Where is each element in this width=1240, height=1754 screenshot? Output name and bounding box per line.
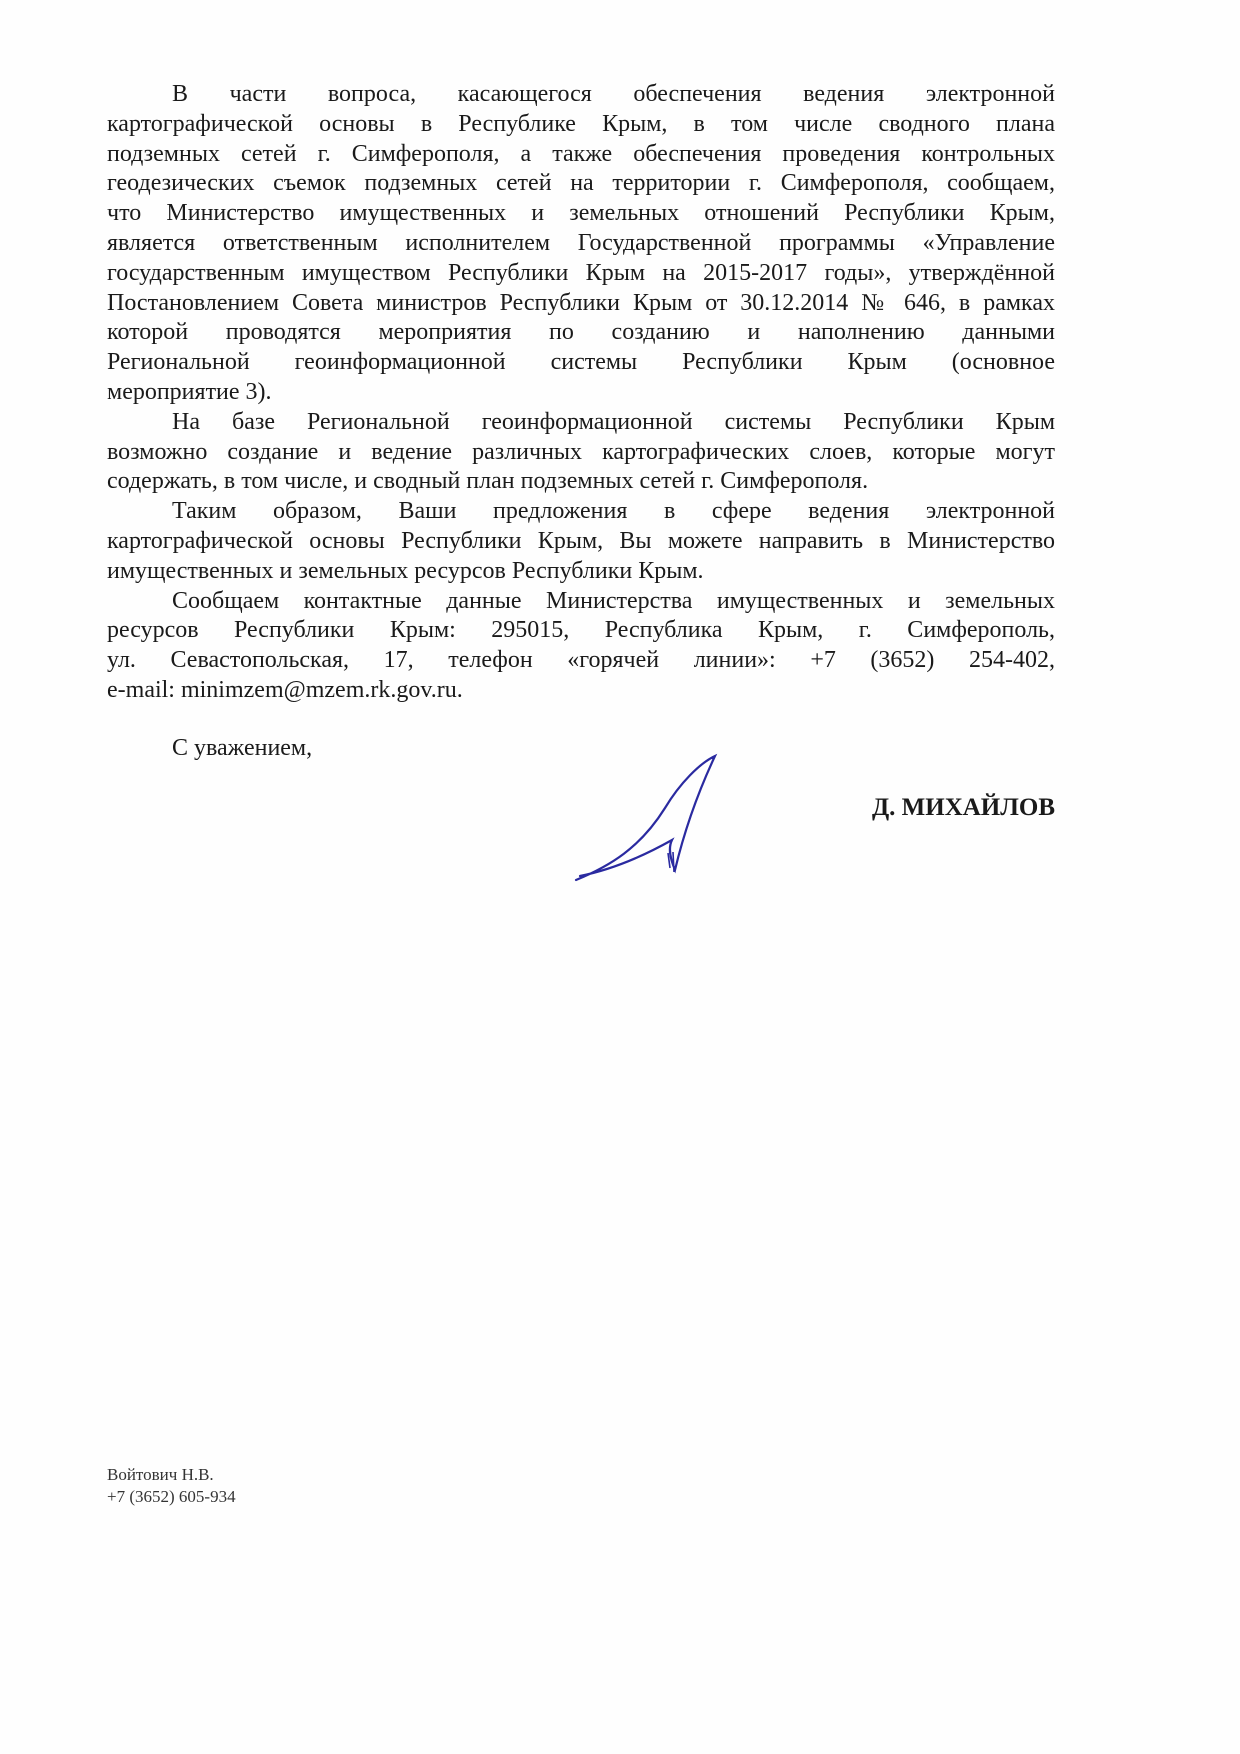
- paragraph: [107, 408, 1055, 497]
- text-line: картографической основы в Республике Крым, в том числе сводного плана: [107, 110, 1055, 137]
- text-line: Региональной геоинформационной системы Республики Крым (основное: [107, 349, 1055, 376]
- text-line: В части вопроса, касающегося обеспечения ведения электронной: [172, 81, 1055, 107]
- text-line: что Министерство имущественных и земельных отношений Республики Крым,: [107, 200, 1055, 227]
- text-line: геодезических съемок подземных сетей на территории г. Симферополя, сообщаем,: [107, 170, 1055, 197]
- text-line: Таким образом, Ваши предложения в сфере ведения электронной: [172, 498, 1055, 525]
- executor-name: Войтович Н.В.: [107, 1465, 214, 1484]
- text-line: ул. Севастопольская, 17, телефон «горячей линии»: +7 (3652) 254-402,: [107, 647, 1055, 674]
- paragraph: [107, 497, 1055, 586]
- paragraph: [107, 80, 1055, 408]
- text-line: является ответственным исполнителем Государственной программы «Управление: [107, 229, 1055, 256]
- text-line: имущественных и земельных ресурсов Республики Крым.: [107, 557, 704, 584]
- text-line: e-mail: minimzem@mzem.rk.gov.ru.: [107, 676, 463, 703]
- text-line: На базе Региональной геоинформационной системы Республики Крым: [172, 408, 1055, 435]
- executor-phone: +7 (3652) 605-934: [107, 1487, 236, 1506]
- text-line: государственным имуществом Республики Крым на 2015-2017 годы», утверждённой: [107, 259, 1055, 286]
- text-line: Сообщаем контактные данные Министерства имущественных и земельных: [172, 587, 1055, 614]
- signature: [570, 748, 730, 888]
- paragraph: [107, 587, 1055, 706]
- text-line: Постановлением Совета министров Республики Крым от 30.12.2014 № 646, в рамках: [107, 289, 1055, 316]
- footer-contact: [107, 1464, 236, 1508]
- text-line: подземных сетей г. Симферополя, а также обеспечения проведения контрольных: [107, 140, 1055, 167]
- text-line: мероприятие 3).: [107, 378, 272, 405]
- signer-name: Д. МИХАЙЛОВ: [871, 794, 1055, 821]
- text-line: картографической основы Республики Крым, Вы можете направить в Министерство: [107, 527, 1055, 554]
- letter-body: [107, 80, 1055, 706]
- text-line: которой проводятся мероприятия по созданию и наполнению данными: [107, 319, 1055, 346]
- text-line: возможно создание и ведение различных картографических слоев, которые могут: [107, 438, 1055, 465]
- closing-text: С уважением,: [172, 735, 313, 761]
- text-line: ресурсов Республики Крым: 295015, Республика Крым, г. Симферополь,: [107, 617, 1055, 644]
- text-line: содержать, в том числе, и сводный план подземных сетей г. Симферополя.: [107, 468, 869, 495]
